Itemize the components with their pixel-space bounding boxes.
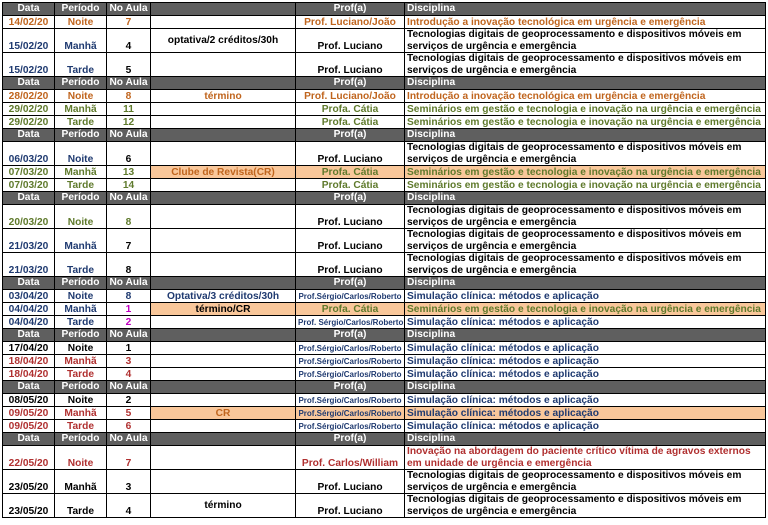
header-data: Data: [3, 277, 55, 290]
cell-professor: Prof.Sérgio/Carlos/Roberto: [296, 407, 405, 420]
cell-period: Tarde: [55, 420, 107, 433]
cell-discipline: Simulação clínica: métodos e aplicação: [405, 316, 766, 329]
schedule-row: [3, 16, 766, 29]
cell-professor: Prof.Sérgio/Carlos/Roberto: [296, 355, 405, 368]
cell-professor: Profa. Cátia: [296, 179, 405, 192]
header-no-aula: No Aula: [107, 277, 151, 290]
header-prof: Prof(a): [296, 129, 405, 142]
cell-discipline: Tecnologias digitais de geoprocessamento e dispositivos móveis em serviços de urgência e emergência: [405, 494, 766, 518]
cell-lesson-number: 8: [107, 90, 151, 103]
cell-discipline: Introdução a inovação tecnológica em urgência e emergência: [405, 16, 766, 29]
cell-lesson-number: 13: [107, 166, 151, 179]
cell-note: [151, 342, 296, 355]
cell-professor: Prof.Sérgio/Carlos/Roberto: [296, 342, 405, 355]
header-prof: Prof(a): [296, 3, 405, 16]
header-no-aula: No Aula: [107, 3, 151, 16]
header-disciplina: Disciplina: [405, 277, 766, 290]
cell-date: 29/02/20: [3, 103, 55, 116]
cell-date: 23/05/20: [3, 494, 55, 518]
header-blank: [151, 77, 296, 90]
cell-professor: Prof. Luciano: [296, 29, 405, 53]
cell-professor: Prof. Luciano: [296, 53, 405, 77]
schedule-row: [3, 142, 766, 166]
cell-discipline: Simulação clínica: métodos e aplicação: [405, 342, 766, 355]
cell-discipline: Inovação na abordagem do paciente crítico vítima de agravos externos em unidade de urgência e emergência: [405, 446, 766, 470]
cell-date: 07/03/20: [3, 166, 55, 179]
cell-discipline: Seminários em gestão e tecnologia e inovação na urgência e emergência: [405, 103, 766, 116]
cell-date: 15/02/20: [3, 29, 55, 53]
header-row: [3, 192, 766, 205]
cell-discipline: Simulação clínica: métodos e aplicação: [405, 407, 766, 420]
cell-period: Manhã: [55, 103, 107, 116]
cell-date: 07/03/20: [3, 179, 55, 192]
header-periodo: Período: [55, 77, 107, 90]
cell-period: Manhã: [55, 29, 107, 53]
cell-period: Tarde: [55, 179, 107, 192]
cell-discipline: Simulação clínica: métodos e aplicação: [405, 420, 766, 433]
cell-date: 20/03/20: [3, 205, 55, 229]
cell-discipline: Tecnologias digitais de geoprocessamento e dispositivos móveis em serviços de urgência e emergência: [405, 29, 766, 53]
header-blank: [151, 433, 296, 446]
schedule-row: [3, 53, 766, 77]
cell-lesson-number: 2: [107, 316, 151, 329]
header-no-aula: No Aula: [107, 433, 151, 446]
header-periodo: Período: [55, 381, 107, 394]
cell-note: Optativa/3 créditos/30h: [151, 290, 296, 303]
cell-professor: Prof. Luciano: [296, 494, 405, 518]
cell-date: 18/04/20: [3, 368, 55, 381]
cell-discipline: Seminários em gestão e tecnologia e inovação na urgência e emergência: [405, 303, 766, 316]
cell-period: Manhã: [55, 407, 107, 420]
cell-period: Noite: [55, 142, 107, 166]
cell-date: 28/02/20: [3, 90, 55, 103]
header-row: [3, 77, 766, 90]
cell-discipline: Tecnologias digitais de geoprocessamento e dispositivos móveis em serviços de urgência e emergência: [405, 53, 766, 77]
header-periodo: Período: [55, 329, 107, 342]
schedule-row: [3, 342, 766, 355]
header-periodo: Período: [55, 3, 107, 16]
cell-professor: Prof. Carlos/William: [296, 446, 405, 470]
schedule-row: [3, 368, 766, 381]
cell-note: [151, 420, 296, 433]
cell-note: [151, 205, 296, 229]
cell-professor: Prof. Luciano: [296, 229, 405, 253]
header-data: Data: [3, 77, 55, 90]
cell-professor: Profa. Cátia: [296, 103, 405, 116]
header-prof: Prof(a): [296, 381, 405, 394]
cell-lesson-number: 6: [107, 142, 151, 166]
cell-lesson-number: 12: [107, 116, 151, 129]
cell-date: 21/03/20: [3, 253, 55, 277]
cell-note: [151, 53, 296, 77]
header-no-aula: No Aula: [107, 381, 151, 394]
header-data: Data: [3, 329, 55, 342]
schedule-row: [3, 103, 766, 116]
schedule-row: [3, 494, 766, 518]
cell-period: Tarde: [55, 116, 107, 129]
cell-professor: Prof. Luciano: [296, 142, 405, 166]
cell-professor: Prof. Luciano: [296, 470, 405, 494]
header-row: [3, 277, 766, 290]
header-disciplina: Disciplina: [405, 3, 766, 16]
cell-note: [151, 368, 296, 381]
cell-discipline: Tecnologias digitais de geoprocessamento e dispositivos móveis em serviços de urgência e emergência: [405, 229, 766, 253]
header-disciplina: Disciplina: [405, 381, 766, 394]
cell-period: Manhã: [55, 166, 107, 179]
cell-discipline: Tecnologias digitais de geoprocessamento e dispositivos móveis em serviços de urgência e emergência: [405, 205, 766, 229]
cell-discipline: Tecnologias digitais de geoprocessamento e dispositivos móveis em serviços de urgência e emergência: [405, 253, 766, 277]
header-blank: [151, 3, 296, 16]
header-data: Data: [3, 192, 55, 205]
cell-discipline: Seminários em gestão e tecnologia e inovação na urgência e emergência: [405, 179, 766, 192]
cell-professor: Prof. Luciano/João: [296, 90, 405, 103]
cell-lesson-number: 7: [107, 229, 151, 253]
cell-date: 09/05/20: [3, 407, 55, 420]
header-blank: [151, 192, 296, 205]
schedule-row: [3, 166, 766, 179]
header-periodo: Período: [55, 192, 107, 205]
header-blank: [151, 129, 296, 142]
cell-date: 21/03/20: [3, 229, 55, 253]
cell-note: [151, 116, 296, 129]
cell-professor: Prof.Sérgio/Carlos/Roberto: [296, 368, 405, 381]
header-row: [3, 381, 766, 394]
schedule-row: [3, 290, 766, 303]
cell-note: [151, 355, 296, 368]
cell-period: Manhã: [55, 355, 107, 368]
cell-date: 14/02/20: [3, 16, 55, 29]
cell-note: [151, 446, 296, 470]
header-row: [3, 129, 766, 142]
cell-discipline: Simulação clínica: métodos e aplicação: [405, 290, 766, 303]
cell-note: término: [151, 90, 296, 103]
cell-date: 09/05/20: [3, 420, 55, 433]
cell-lesson-number: 8: [107, 205, 151, 229]
cell-date: 29/02/20: [3, 116, 55, 129]
schedule-row: [3, 90, 766, 103]
schedule-row: [3, 470, 766, 494]
cell-date: 23/05/20: [3, 470, 55, 494]
cell-professor: Prof.Sérgio/Carlos/Roberto: [296, 290, 405, 303]
cell-note: [151, 103, 296, 116]
cell-note: [151, 229, 296, 253]
header-no-aula: No Aula: [107, 129, 151, 142]
cell-lesson-number: 7: [107, 446, 151, 470]
header-no-aula: No Aula: [107, 192, 151, 205]
cell-date: 03/04/20: [3, 290, 55, 303]
cell-note: [151, 16, 296, 29]
cell-lesson-number: 1: [107, 303, 151, 316]
header-prof: Prof(a): [296, 329, 405, 342]
cell-lesson-number: 4: [107, 494, 151, 518]
cell-period: Tarde: [55, 316, 107, 329]
schedule-row: [3, 179, 766, 192]
header-row: [3, 3, 766, 16]
schedule-row: [3, 116, 766, 129]
cell-note: [151, 179, 296, 192]
cell-lesson-number: 14: [107, 179, 151, 192]
cell-period: Tarde: [55, 368, 107, 381]
cell-lesson-number: 8: [107, 290, 151, 303]
cell-discipline: Simulação clínica: métodos e aplicação: [405, 368, 766, 381]
header-blank: [151, 381, 296, 394]
schedule-body: [3, 3, 766, 518]
cell-note: CR: [151, 407, 296, 420]
cell-lesson-number: 2: [107, 394, 151, 407]
header-disciplina: Disciplina: [405, 329, 766, 342]
cell-discipline: Introdução a inovação tecnológica em urgência e emergência: [405, 90, 766, 103]
schedule-row: [3, 420, 766, 433]
schedule-row: [3, 446, 766, 470]
cell-lesson-number: 5: [107, 407, 151, 420]
schedule-row: [3, 316, 766, 329]
header-prof: Prof(a): [296, 433, 405, 446]
cell-note: optativa/2 créditos/30h: [151, 29, 296, 53]
cell-lesson-number: 5: [107, 53, 151, 77]
cell-lesson-number: 8: [107, 253, 151, 277]
cell-professor: Prof. Luciano: [296, 253, 405, 277]
cell-period: Noite: [55, 290, 107, 303]
cell-note: [151, 470, 296, 494]
schedule-row: [3, 205, 766, 229]
cell-note: [151, 316, 296, 329]
header-data: Data: [3, 129, 55, 142]
cell-period: Manhã: [55, 470, 107, 494]
cell-period: Manhã: [55, 229, 107, 253]
header-disciplina: Disciplina: [405, 192, 766, 205]
cell-period: Noite: [55, 205, 107, 229]
cell-professor: Profa. Cátia: [296, 116, 405, 129]
cell-lesson-number: 7: [107, 16, 151, 29]
cell-period: Noite: [55, 394, 107, 407]
header-periodo: Período: [55, 129, 107, 142]
header-data: Data: [3, 381, 55, 394]
cell-lesson-number: 4: [107, 368, 151, 381]
schedule-row: [3, 253, 766, 277]
cell-period: Noite: [55, 446, 107, 470]
cell-professor: Prof. Luciano/João: [296, 16, 405, 29]
cell-date: 06/03/20: [3, 142, 55, 166]
cell-note: Clube de Revista(CR): [151, 166, 296, 179]
cell-date: 18/04/20: [3, 355, 55, 368]
cell-discipline: Simulação clínica: métodos e aplicação: [405, 394, 766, 407]
header-disciplina: Disciplina: [405, 129, 766, 142]
cell-professor: Prof.Sérgio/Carlos/Roberto: [296, 420, 405, 433]
cell-lesson-number: 6: [107, 420, 151, 433]
header-prof: Prof(a): [296, 277, 405, 290]
schedule-row: [3, 29, 766, 53]
cell-period: Tarde: [55, 53, 107, 77]
cell-period: Tarde: [55, 253, 107, 277]
cell-professor: Profa. Cátia: [296, 166, 405, 179]
cell-professor: Prof. Sérgio/Carlos/Roberto: [296, 316, 405, 329]
cell-discipline: Tecnologias digitais de geoprocessamento e dispositivos móveis em serviços de urgência e emergência: [405, 142, 766, 166]
cell-date: 17/04/20: [3, 342, 55, 355]
cell-note: término/CR: [151, 303, 296, 316]
header-row: [3, 433, 766, 446]
cell-professor: Prof. Luciano: [296, 205, 405, 229]
header-no-aula: No Aula: [107, 77, 151, 90]
cell-note: término: [151, 494, 296, 518]
cell-note: [151, 142, 296, 166]
cell-date: 04/04/20: [3, 316, 55, 329]
cell-professor: Prof.Sérgio/Carlos/Roberto: [296, 394, 405, 407]
cell-period: Manhã: [55, 303, 107, 316]
cell-lesson-number: 11: [107, 103, 151, 116]
schedule-table: [2, 2, 766, 518]
cell-date: 08/05/20: [3, 394, 55, 407]
header-row: [3, 329, 766, 342]
cell-professor: Profa. Cátia: [296, 303, 405, 316]
cell-discipline: Tecnologias digitais de geoprocessamento e dispositivos móveis em serviços de urgência e emergência: [405, 470, 766, 494]
header-periodo: Período: [55, 277, 107, 290]
header-prof: Prof(a): [296, 192, 405, 205]
header-blank: [151, 277, 296, 290]
header-disciplina: Disciplina: [405, 77, 766, 90]
cell-note: [151, 394, 296, 407]
header-disciplina: Disciplina: [405, 433, 766, 446]
cell-lesson-number: 1: [107, 342, 151, 355]
cell-period: Noite: [55, 16, 107, 29]
cell-date: 15/02/20: [3, 53, 55, 77]
header-no-aula: No Aula: [107, 329, 151, 342]
header-blank: [151, 329, 296, 342]
schedule-row: [3, 407, 766, 420]
cell-period: Tarde: [55, 494, 107, 518]
cell-lesson-number: 3: [107, 470, 151, 494]
cell-lesson-number: 3: [107, 355, 151, 368]
schedule-row: [3, 303, 766, 316]
schedule-row: [3, 355, 766, 368]
header-periodo: Período: [55, 433, 107, 446]
cell-note: [151, 253, 296, 277]
cell-lesson-number: 4: [107, 29, 151, 53]
cell-discipline: Seminários em gestão e tecnologia e inovação na urgência e emergência: [405, 116, 766, 129]
cell-date: 04/04/20: [3, 303, 55, 316]
schedule-row: [3, 229, 766, 253]
schedule-row: [3, 394, 766, 407]
header-data: Data: [3, 3, 55, 16]
header-prof: Prof(a): [296, 77, 405, 90]
cell-discipline: Seminários em gestão e tecnologia e inovação na urgência e emergência: [405, 166, 766, 179]
cell-period: Noite: [55, 90, 107, 103]
cell-period: Noite: [55, 342, 107, 355]
cell-discipline: Simulação clínica: métodos e aplicação: [405, 355, 766, 368]
cell-date: 22/05/20: [3, 446, 55, 470]
header-data: Data: [3, 433, 55, 446]
